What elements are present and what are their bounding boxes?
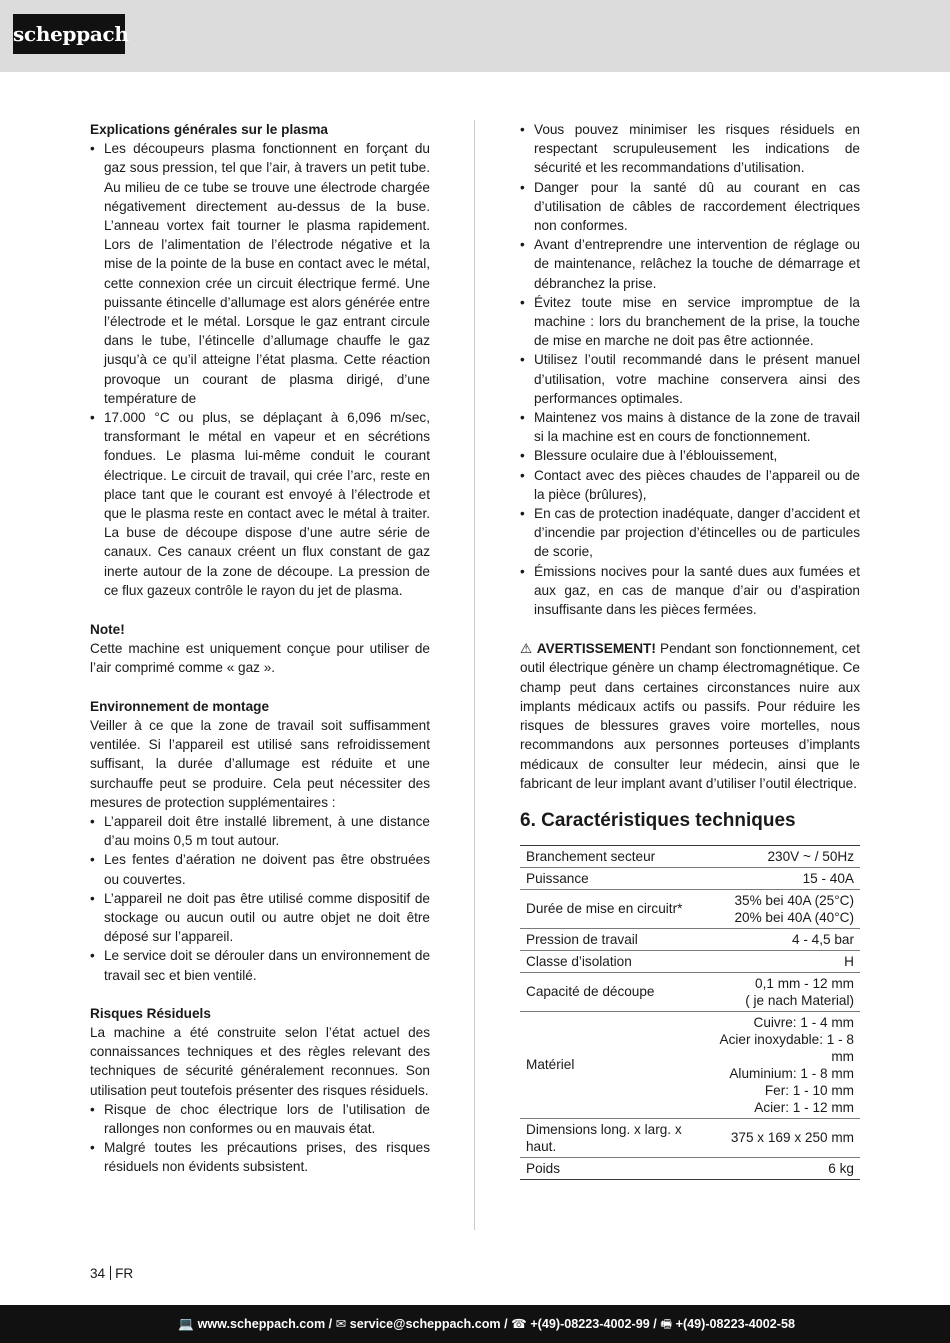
phone-number: +(49)-08223-4002-99 bbox=[530, 1317, 650, 1331]
page-separator bbox=[110, 1266, 111, 1280]
spec-label: Poids bbox=[520, 1157, 702, 1179]
spec-row bbox=[520, 950, 860, 972]
list-item: • Malgré toutes les précautions prises, des risques résiduels non évidents subsistent. bbox=[90, 1138, 430, 1176]
list-item: • Blessure oculaire due à l’éblouissement, bbox=[520, 446, 860, 465]
spec-label: Matériel bbox=[520, 1011, 702, 1118]
page-number bbox=[90, 1264, 133, 1283]
spec-label: Dimensions long. x larg. x haut. bbox=[520, 1118, 702, 1157]
page-number-value: 34 bbox=[90, 1266, 106, 1281]
footer-contacts: 💻 www.scheppach.com / ✉ service@scheppach.com / ☎ +(49)-08223-4002-99 / 🖷 +(49)-08223-4002-58 bbox=[178, 1317, 795, 1331]
list-item: • Danger pour la santé dû au courant en cas d’utilisation de câbles de raccordement électriques non conformes. bbox=[520, 178, 860, 236]
website-link[interactable]: www.scheppach.com bbox=[197, 1317, 326, 1331]
footer-bar bbox=[0, 1305, 950, 1343]
warning-text: Pendant son fonctionnement, cet outil électrique génère un champ électromagnétique. Ce champ peut dans certaines circonstances nuire aux implants médicaux actifs ou passifs. Pour réduire les risques de blessures graves voire mortelles, nous recommandons aux personnes porteuses d’implants médicaux de consulter leur médecin, ainsi que le fabricant de leur implant avant d’utiliser l’outil électrique. bbox=[520, 641, 861, 791]
residual-risks-heading: Risques Résiduels bbox=[90, 1005, 211, 1021]
spec-value: 6 kg bbox=[702, 1157, 860, 1179]
note-heading: Note! bbox=[90, 622, 125, 638]
warning-triangle-icon: ⚠ bbox=[520, 641, 533, 657]
spec-row bbox=[520, 928, 860, 950]
language-code: FR bbox=[115, 1266, 134, 1281]
residual-risks-list bbox=[90, 1100, 430, 1177]
spec-value: 4 - 4,5 bar bbox=[702, 928, 860, 950]
list-item: • L’appareil ne doit pas être utilisé comme dispositif de stockage ou aucun outil ou autre objet ne doit être déposé sur l’appareil. bbox=[90, 889, 430, 947]
residual-risks-text: La machine a été construite selon l’état actuel des connaissances techniques et des règles relevant des techniques de sécurité généralement reconnues. Son utilisation peut toutefois présenter des risques résiduels. bbox=[90, 1024, 430, 1098]
right-column bbox=[520, 120, 860, 1180]
spec-value: H bbox=[702, 950, 860, 972]
warning-label: AVERTISSEMENT! bbox=[536, 641, 656, 657]
list-item: • L’appareil doit être installé librement, à une distance d’au moins 0,5 m tout autour. bbox=[90, 812, 430, 850]
spec-row bbox=[520, 845, 860, 867]
phone-icon: ☎ bbox=[511, 1317, 527, 1331]
list-item: • Émissions nocives pour la santé dues aux fumées et aux gaz, en cas de manque d’air ou d’aspiration insuffisante dans les pièces fermées. bbox=[520, 562, 860, 620]
spec-value: 15 - 40A bbox=[702, 867, 860, 889]
spec-value: 35% bei 40A (25°C) 20% bei 40A (40°C) bbox=[702, 889, 860, 928]
spec-label: Puissance bbox=[520, 867, 702, 889]
spec-value: 0,1 mm - 12 mm ( je nach Material) bbox=[702, 972, 860, 1011]
list-item: • Utilisez l’outil recommandé dans le présent manuel d’utilisation, votre machine conservera ainsi des performances optimales. bbox=[520, 350, 860, 408]
spec-row bbox=[520, 889, 860, 928]
computer-icon: 💻 bbox=[178, 1317, 195, 1331]
fax-icon: 🖷 bbox=[660, 1317, 673, 1331]
spec-row bbox=[520, 1157, 860, 1179]
left-column bbox=[90, 120, 430, 1177]
list-item: • Les découpeurs plasma fonctionnent en forçant du gaz sous pression, tel que l’air, à travers un petit tube. Au milieu de ce tube se trouve une électrode chargée négativement directement au-dessus de la buse. L’anneau vortex fait tourner le plasma rapidement. Lors de l’alimentation de l’électrode négative et la mise de la pointe de la buse en contact avec le métal, cette connexion crée un circuit électrique fermé. Une puissante étincelle d’allumage est alors générée entre l’électrode et le métal. Lorsque le gaz entrant circule dans le tube, l’étincelle d’allumage chauffe le gaz jusqu’à ce qu’il atteigne l’état plasma. Cette réaction provoque un courant de plasma dirigé, d’une température de bbox=[90, 139, 430, 408]
spec-label: Classe d’isolation bbox=[520, 950, 702, 972]
fax-number: +(49)-08223-4002-58 bbox=[675, 1317, 795, 1331]
spec-row bbox=[520, 1118, 860, 1157]
list-item: • Avant d’entreprendre une intervention de réglage ou de maintenance, relâchez la touche de démarrage et débranchez la prise. bbox=[520, 235, 860, 293]
header-bar bbox=[0, 0, 950, 72]
environment-text: Veiller à ce que la zone de travail soit suffisamment ventilée. Si l’appareil est utilisé sans refroidissement suffisant, la durée d’allumage est réduite et une surchauffe peut se produire. Cela peut nécessiter des mesures de protection supplémentaires : bbox=[90, 717, 430, 810]
spec-label: Branchement secteur bbox=[520, 845, 702, 867]
note-text: Cette machine est uniquement conçue pour utiliser de l’air comprimé comme « gaz ». bbox=[90, 641, 430, 676]
plasma-list bbox=[90, 139, 430, 600]
list-item: • 17.000 °C ou plus, se déplaçant à 6,096 m/sec, transformant le métal en vapeur et en sécrétions fondues. Le plasma lui-même conduit le courant électrique. Le circuit de travail, qui crée l’arc, reste en place tant que le courant est envoyé à l’électrode et que le plasma reste en contact avec le métal à traiter. La buse de découpe dispose d’une autre série de canaux. Ces canaux créent un flux constant de gaz inerte autour de la zone de découpe. La pression de ce flux gazeux contrôle le rayon du jet de plasma. bbox=[90, 408, 430, 600]
spec-row bbox=[520, 1011, 860, 1118]
section-title: 6. Caractéristiques techniques bbox=[520, 809, 796, 831]
spec-label: Pression de travail bbox=[520, 928, 702, 950]
list-item: • Contact avec des pièces chaudes de l’appareil ou de la pièce (brûlures), bbox=[520, 466, 860, 504]
email-icon: ✉ bbox=[335, 1317, 347, 1331]
spec-row bbox=[520, 867, 860, 889]
list-item: • Les fentes d’aération ne doivent pas être obstruées ou couvertes. bbox=[90, 850, 430, 888]
column-divider bbox=[474, 120, 475, 1230]
spec-value: 230V ~ / 50Hz bbox=[702, 845, 860, 867]
environment-heading: Environnement de montage bbox=[90, 698, 270, 714]
specs-table bbox=[520, 845, 860, 1180]
list-item: • Maintenez vos mains à distance de la zone de travail si la machine est en cours de fonctionnement. bbox=[520, 408, 860, 446]
scheppach-logo: scheppach bbox=[13, 14, 125, 54]
spec-value: Cuivre: 1 - 4 mm Acier inoxydable: 1 - 8 mm Aluminium: 1 - 8 mm Fer: 1 - 10 mm Acier: 1 - 12 mm bbox=[702, 1011, 860, 1118]
residual-risks-list-continued bbox=[520, 120, 860, 619]
email-link[interactable]: service@scheppach.com bbox=[349, 1317, 501, 1331]
list-item: • Le service doit se dérouler dans un environnement de travail sec et bien ventilé. bbox=[90, 946, 430, 984]
spec-value: 375 x 169 x 250 mm bbox=[702, 1118, 860, 1157]
plasma-heading: Explications générales sur le plasma bbox=[90, 122, 328, 137]
list-item: • En cas de protection inadéquate, danger d’accident et d’incendie par projection d’étincelles ou de particules de scorie, bbox=[520, 504, 860, 562]
environment-list bbox=[90, 812, 430, 985]
list-item: • Risque de choc électrique lors de l’utilisation de rallonges non conformes ou en mauvais état. bbox=[90, 1100, 430, 1138]
list-item: • Évitez toute mise en service impromptue de la machine : lors du branchement de la prise, la touche de mise en marche ne doit pas être actionnée. bbox=[520, 293, 860, 351]
spec-label: Capacité de découpe bbox=[520, 972, 702, 1011]
spec-label: Durée de mise en circuitr* bbox=[520, 889, 702, 928]
spec-row bbox=[520, 972, 860, 1011]
list-item: • Vous pouvez minimiser les risques résiduels en respectant scrupuleusement les indications de sécurité et les recommandations d’utilisation. bbox=[520, 120, 860, 178]
warning-paragraph bbox=[520, 639, 860, 793]
